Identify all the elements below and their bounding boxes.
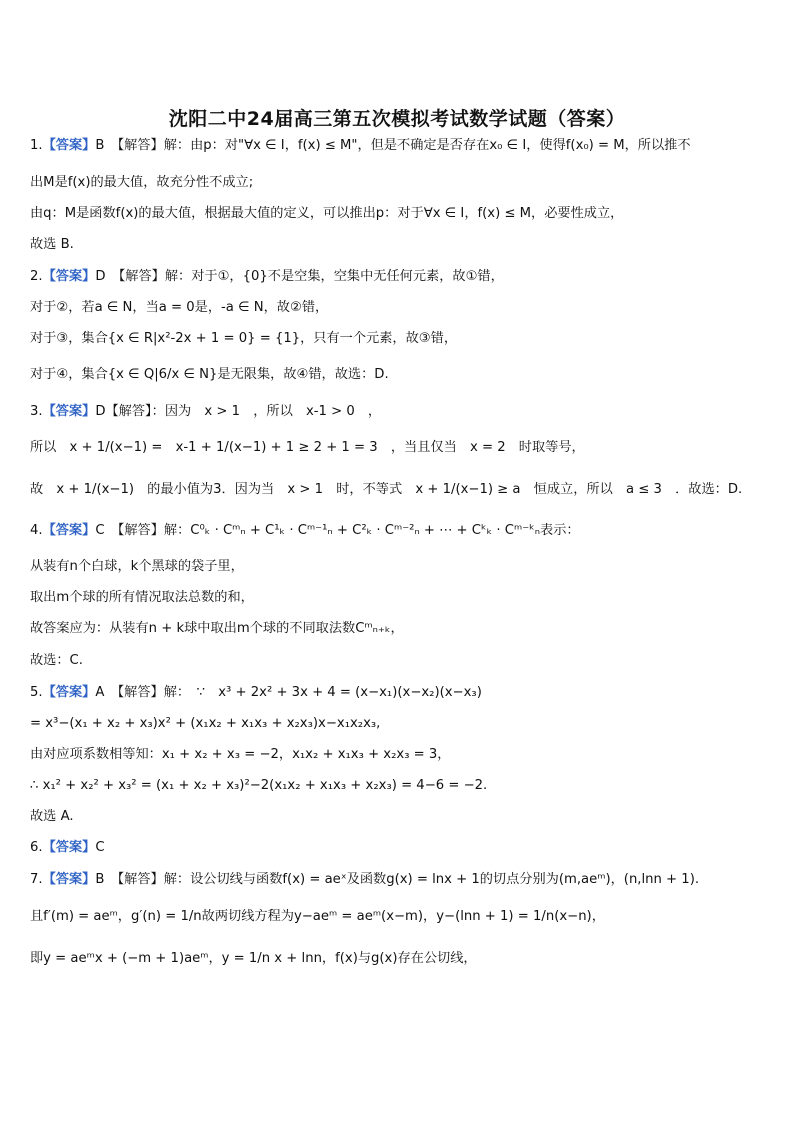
answer-tag: 【答案】 [42, 840, 96, 855]
answer-text-line [30, 908, 774, 926]
question-number: 2. [30, 269, 43, 284]
line-text: 从装有n个白球，k个黑球的袋子里， [30, 559, 244, 574]
line-text: A 【解答】解： ∵ x³ + 2x² + 3x + 4 = (x−x₁)(x−x₂)(x−x₃) [95, 685, 482, 700]
question-number: 4. [30, 523, 43, 538]
line-text: 故选 B. [30, 237, 74, 252]
answer-text-line [30, 236, 774, 254]
line-text: B 【解答】解：由p：对"∀x ∈ I，f(x) ≤ M"，但是不确定是否存在x₀ ∈ I，使得f(x₀) = M，所以推不 [95, 138, 691, 153]
line-text: 故选 A. [30, 809, 74, 824]
answer-text-line [30, 330, 774, 348]
line-text: C 【解答】解：C⁰ₖ · Cᵐₙ + C¹ₖ · Cᵐ⁻¹ₙ + C²ₖ · Cᵐ⁻²ₙ + ⋯ + Cᵏₖ · Cᵐ⁻ᵏₙ表示： [95, 523, 580, 538]
question-answer-line [30, 522, 774, 540]
line-text: B 【解答】解：设公切线与函数f(x) = aeˣ及函数g(x) = lnx + 1的切点分别为(m,aeᵐ)，(n,lnn + 1). [95, 872, 700, 887]
line-text: 对于④，集合{x ∈ Q|6/x ∈ N}是无限集，故④错，故选：D. [30, 367, 389, 382]
answer-text-line [30, 589, 774, 607]
answer-text-line [30, 950, 774, 968]
question-number: 7. [30, 872, 43, 887]
answer-text-line [30, 620, 774, 638]
answer-text-line [30, 558, 774, 576]
question-number: 6. [30, 840, 43, 855]
answer-text-line [30, 777, 774, 795]
question-answer-line [30, 684, 774, 702]
line-text: 出M是f(x)的最大值，故充分性不成立; [30, 175, 254, 190]
answer-text-line [30, 205, 774, 223]
line-text: 故 x + 1/(x−1) 的最小值为3．因为当 x > 1 时，不等式 x + 1/(x−1) ≥ a 恒成立，所以 a ≤ 3 ．故选：D. [30, 482, 743, 497]
question-number: 5. [30, 685, 43, 700]
answer-tag: 【答案】 [42, 269, 96, 284]
line-text: D 【解答】解：对于①，{0}不是空集，空集中无任何元素，故①错， [95, 269, 504, 284]
answer-text-line [30, 746, 774, 764]
line-text: 即y = aeᵐx + (−m + 1)aeᵐ，y = 1/n x + lnn，f(x)与g(x)存在公切线， [30, 951, 477, 966]
line-text: 对于③，集合{x ∈ R|x²-2x + 1 = 0} = {1}，只有一个元素，故③错， [30, 331, 458, 346]
answer-tag: 【答案】 [42, 404, 96, 419]
line-text: 所以 x + 1/(x−1) = x-1 + 1/(x−1) + 1 ≥ 2 + 1 = 3 ，当且仅当 x = 2 时取等号， [30, 440, 585, 455]
question-number: 3. [30, 404, 43, 419]
question-number: 1. [30, 138, 43, 153]
question-answer-line [30, 839, 774, 857]
answer-text-line [30, 715, 774, 733]
answer-text-line [30, 481, 774, 499]
answer-tag: 【答案】 [42, 685, 96, 700]
question-answer-line [30, 268, 774, 286]
answer-text-line [30, 366, 774, 384]
page-title: 沈阳二中24届高三第五次模拟考试数学试题（答案） [168, 108, 626, 130]
line-text: 对于②，若a ∈ N，当a = 0是，-a ∈ N，故②错， [30, 300, 329, 315]
answer-tag: 【答案】 [42, 523, 96, 538]
question-answer-line [30, 137, 774, 155]
line-text: ∴ x₁² + x₂² + x₃² = (x₁ + x₂ + x₃)²−2(x₁x₂ + x₁x₃ + x₂x₃) = 4−6 = −2. [30, 778, 488, 793]
question-answer-line [30, 871, 774, 889]
answer-text-line [30, 652, 774, 670]
answer-tag: 【答案】 [42, 872, 96, 887]
line-text: 故选：C. [30, 653, 83, 668]
line-text: 由q：M是函数f(x)的最大值，根据最大值的定义，可以推出p：对于∀x ∈ I，f(x) ≤ M，必要性成立， [30, 206, 624, 221]
line-text: 由对应项系数相等知：x₁ + x₂ + x₃ = −2，x₁x₂ + x₁x₃ + x₂x₃ = 3， [30, 747, 451, 762]
answer-text-line [30, 808, 774, 826]
question-answer-line [30, 403, 774, 421]
line-text: 且f′(m) = aeᵐ，g′(n) = 1/n故两切线方程为y−aeᵐ = aeᵐ(x−m)，y−(lnn + 1) = 1/n(x−n)， [30, 909, 605, 924]
answer-text-line [30, 299, 774, 317]
line-text: 故答案应为：从装有n + k球中取出m个球的不同取法数Cᵐₙ₊ₖ， [30, 621, 404, 636]
line-text: 取出m个球的所有情况取法总数的和， [30, 590, 254, 605]
line-text: C [95, 840, 105, 855]
line-text: = x³−(x₁ + x₂ + x₃)x² + (x₁x₂ + x₁x₃ + x₂x₃)x−x₁x₂x₃, [30, 716, 381, 731]
answer-tag: 【答案】 [42, 138, 96, 153]
answer-text-line [30, 439, 774, 457]
answer-text-line [30, 174, 774, 192]
line-text: D【解答】：因为 x > 1 ，所以 x-1 > 0 ， [95, 404, 382, 419]
